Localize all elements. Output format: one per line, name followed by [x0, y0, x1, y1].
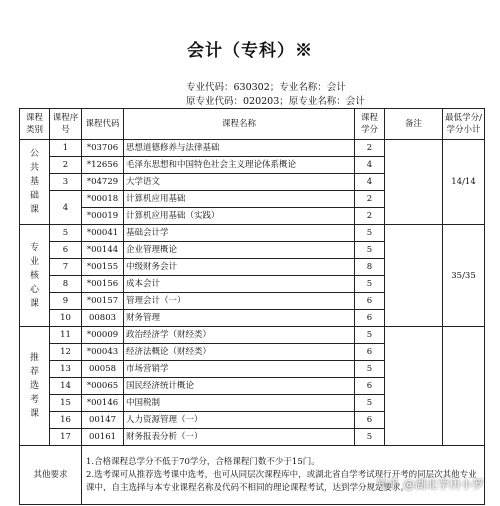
code-cell: *00155 [82, 259, 124, 276]
code-cell: *00041 [82, 225, 124, 242]
code-cell: *12656 [82, 157, 124, 174]
code-cell: *00144 [82, 242, 124, 259]
name-cell: 计算机应用基础 [124, 191, 355, 208]
credit-cell: 5 [355, 361, 385, 378]
major-code-line: 专业代码：630302；专业名称：会计 [186, 82, 346, 93]
credit-cell: 5 [355, 225, 385, 242]
credit-cell: 5 [355, 242, 385, 259]
credit-cell: 4 [355, 157, 385, 174]
subtotal-cell-core: 35/35 [443, 225, 485, 327]
seq-cell: 11 [50, 327, 82, 344]
note-cell-public [385, 140, 443, 225]
name-cell: 财务报表分析（一） [124, 429, 355, 446]
subtotal-cell-public: 14/14 [443, 140, 485, 225]
requirement-line-2: 2.选考课可从推荐选考课中选考，也可从同层次课程库中，或湖北省自学考试现行开考的同层次其他专业课中，自主选择与本专业课程名称及代码不相同的理论课程考试，达到学分规定要求。 [86, 469, 477, 493]
code-cell: *00156 [82, 276, 124, 293]
name-cell: 市场营销学 [124, 361, 355, 378]
name-cell: 思想道德修养与法律基础 [124, 140, 355, 157]
seq-cell: 12 [50, 344, 82, 361]
code-cell: *00019 [82, 208, 124, 225]
table-row [20, 225, 485, 242]
name-cell: 财务管理 [124, 310, 355, 327]
name-cell: 中级财务会计 [124, 259, 355, 276]
name-cell: 中国税制 [124, 395, 355, 412]
other-requirements-label: 其他要求 [20, 446, 82, 505]
name-cell: 国民经济统计概论 [124, 378, 355, 395]
code-cell: 00161 [82, 429, 124, 446]
name-cell: 基础会计学 [124, 225, 355, 242]
code-cell: *00009 [82, 327, 124, 344]
credit-cell: 2 [355, 191, 385, 208]
credit-cell: 8 [355, 259, 385, 276]
seq-cell: 3 [50, 174, 82, 191]
seq-cell: 8 [50, 276, 82, 293]
seq-cell: 7 [50, 259, 82, 276]
code-cell: 00803 [82, 310, 124, 327]
name-cell: 大学语文 [124, 174, 355, 191]
header-note: 备注 [385, 109, 443, 140]
header-credit: 课程学分 [355, 109, 385, 140]
name-cell: 经济法概论（财经类） [124, 344, 355, 361]
credit-cell: 6 [355, 310, 385, 327]
code-cell: *00043 [82, 344, 124, 361]
other-requirements-text [82, 446, 485, 505]
course-table [19, 108, 485, 505]
name-cell: 计算机应用基础（实践） [124, 208, 355, 225]
note-cell-elective [385, 327, 443, 446]
credit-cell: 6 [355, 378, 385, 395]
name-cell: 人力资源管理（一） [124, 412, 355, 429]
code-cell: 00058 [82, 361, 124, 378]
name-cell: 管理会计（一） [124, 293, 355, 310]
seq-cell: 14 [50, 378, 82, 395]
table-header-row [20, 109, 485, 140]
other-requirements-row [20, 446, 485, 505]
category-cell-elective: 推荐选考课 [20, 327, 50, 446]
name-cell: 毛泽东思想和中国特色社会主义理论体系概论 [124, 157, 355, 174]
name-cell: 企业管理概论 [124, 242, 355, 259]
credit-cell: 2 [355, 140, 385, 157]
credit-cell: 6 [355, 344, 385, 361]
seq-cell: 17 [50, 429, 82, 446]
watermark: 知乎 @湖北学历小罗 [376, 478, 484, 491]
seq-cell: 10 [50, 310, 82, 327]
name-cell: 政治经济学（财经类） [124, 327, 355, 344]
code-cell: *00146 [82, 395, 124, 412]
header-category: 课程类别 [20, 109, 50, 140]
credit-cell: 5 [355, 429, 385, 446]
page-title: 会计（专科）※ [187, 41, 313, 61]
seq-cell: 4 [50, 191, 82, 225]
seq-cell: 1 [50, 140, 82, 157]
seq-cell: 9 [50, 293, 82, 310]
code-cell: 00147 [82, 412, 124, 429]
credit-cell: 2 [355, 208, 385, 225]
credit-cell: 5 [355, 276, 385, 293]
credit-cell: 5 [355, 327, 385, 344]
category-cell-public: 公共基础课 [20, 140, 50, 225]
seq-cell: 13 [50, 361, 82, 378]
seq-cell: 5 [50, 225, 82, 242]
credit-cell: 4 [355, 174, 385, 191]
code-cell: *04729 [82, 174, 124, 191]
credit-cell: 6 [355, 412, 385, 429]
code-cell: *00018 [82, 191, 124, 208]
seq-cell: 15 [50, 395, 82, 412]
seq-cell: 6 [50, 242, 82, 259]
table-row [20, 327, 485, 344]
category-cell-core: 专业核心课 [20, 225, 50, 327]
note-cell-core [385, 225, 443, 327]
seq-cell: 2 [50, 157, 82, 174]
code-cell: *03706 [82, 140, 124, 157]
requirement-line-1: 1.合格课程总学分不低于70学分，合格课程门数不少于15门。 [86, 456, 320, 467]
subtotal-cell-elective [443, 327, 485, 446]
table-row [20, 140, 485, 157]
header-min-credit: 最低学分/学分小计 [443, 109, 485, 140]
credit-cell: 5 [355, 395, 385, 412]
header-name: 课程名称 [124, 109, 355, 140]
original-major-code-line: 原专业代码：020203；原专业名称：会计 [186, 96, 365, 107]
header-seq: 课程序号 [50, 109, 82, 140]
code-cell: *00065 [82, 378, 124, 395]
name-cell: 成本会计 [124, 276, 355, 293]
credit-cell: 6 [355, 293, 385, 310]
code-cell: *00157 [82, 293, 124, 310]
header-code: 课程代码 [82, 109, 124, 140]
seq-cell: 16 [50, 412, 82, 429]
